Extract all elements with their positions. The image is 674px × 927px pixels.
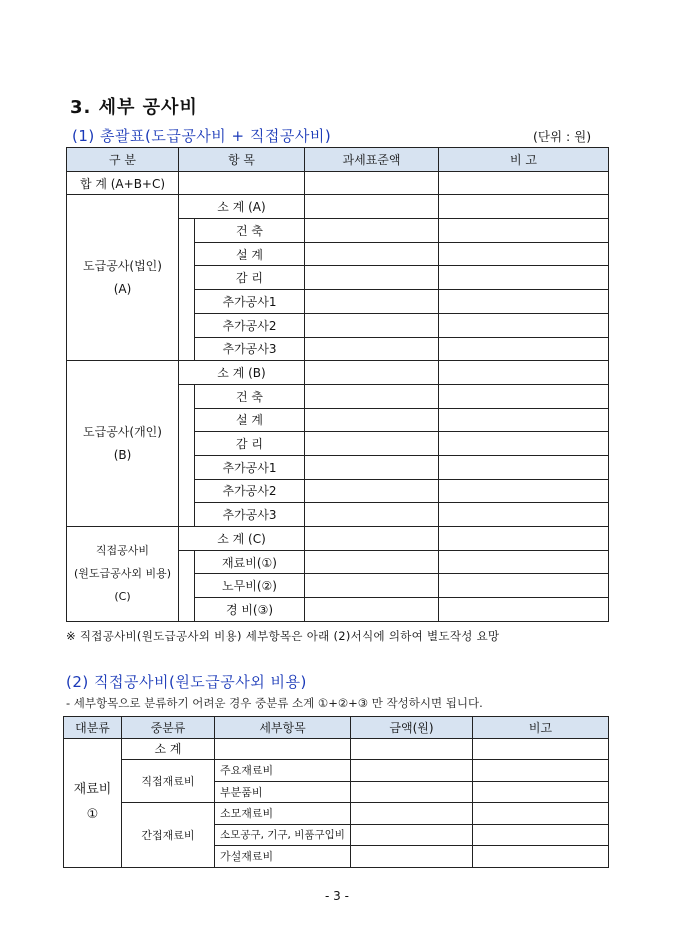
- group-a-label: 도급공사(법인) (A): [67, 195, 179, 361]
- header-major: 대분류: [64, 717, 122, 739]
- unit-label: (단위 : 원): [533, 129, 592, 144]
- mid-direct: 직접재료비: [122, 760, 215, 803]
- item: 재료비(①): [195, 550, 305, 574]
- subtotal-label: 소 계: [122, 738, 215, 760]
- total-label: 합 계 (A+B+C): [67, 171, 179, 195]
- table-row: [67, 527, 609, 551]
- header-remarks: 비고: [473, 717, 609, 739]
- item: 추가공사2: [195, 313, 305, 337]
- item: 노무비(②): [195, 574, 305, 598]
- header-tax-base: 과세표준액: [305, 148, 439, 172]
- direct-description: - 세부항목으로 분류하기 어려운 경우 중분류 소계 ①+②+③ 만 작성하시면 됩니다.: [66, 696, 483, 710]
- direct-title: (2) 직접공사비(원도급공사외 비용): [66, 673, 307, 691]
- cell: [439, 171, 609, 195]
- item: 건 축: [195, 384, 305, 408]
- group-b-label: 도급공사(개인) (B): [67, 361, 179, 527]
- item: 추가공사1: [195, 290, 305, 314]
- cell: [179, 171, 305, 195]
- item: 건 축: [195, 219, 305, 243]
- table-row: [64, 803, 609, 825]
- item: 추가공사1: [195, 455, 305, 479]
- detail-item: 주요재료비: [215, 760, 351, 782]
- page-number: - 3 -: [325, 889, 349, 903]
- subtotal-c: 소 계 (C): [179, 527, 305, 551]
- header-detail: 세부항목: [215, 717, 351, 739]
- detail-item: 부분품비: [215, 781, 351, 803]
- table-header-row: [64, 717, 609, 739]
- item: 경 비(③): [195, 598, 305, 622]
- detail-item: 소모재료비: [215, 803, 351, 825]
- subtotal-a: 소 계 (A): [179, 195, 305, 219]
- detail-item: 소모공구, 기구, 비품구입비: [215, 824, 351, 846]
- header-category: 구 분: [67, 148, 179, 172]
- item: 감 리: [195, 432, 305, 456]
- header-amount: 금액(원): [351, 717, 473, 739]
- item: 추가공사2: [195, 479, 305, 503]
- header-mid: 중분류: [122, 717, 215, 739]
- cell: [305, 171, 439, 195]
- table-row: [67, 195, 609, 219]
- summary-note: ※ 직접공사비(원도급공사외 비용) 세부항목은 아래 (2)서식에 의하여 별도작성 요망: [66, 629, 500, 643]
- total-row: [67, 171, 609, 195]
- header-remarks: 비 고: [439, 148, 609, 172]
- summary-title: (1) 총괄표(도급공사비 + 직접공사비): [72, 127, 332, 145]
- item: 감 리: [195, 266, 305, 290]
- subtotal-b: 소 계 (B): [179, 361, 305, 385]
- table-row: [67, 361, 609, 385]
- detail-item: 가설재료비: [215, 846, 351, 868]
- section-title: 3. 세부 공사비: [70, 97, 198, 118]
- item: 추가공사3: [195, 503, 305, 527]
- table-header-row: [67, 148, 609, 172]
- item: 추가공사3: [195, 337, 305, 361]
- major-label: 재료비 ①: [64, 738, 122, 867]
- table-row: [64, 738, 609, 760]
- item: 설 계: [195, 408, 305, 432]
- summary-table: [66, 147, 609, 622]
- table-row: [64, 760, 609, 782]
- direct-cost-table: [63, 716, 609, 868]
- group-c-label: 직접공사비 (원도급공사외 비용) (C): [67, 527, 179, 622]
- mid-indirect: 간접재료비: [122, 803, 215, 868]
- header-item: 항 목: [179, 148, 305, 172]
- item: 설 계: [195, 242, 305, 266]
